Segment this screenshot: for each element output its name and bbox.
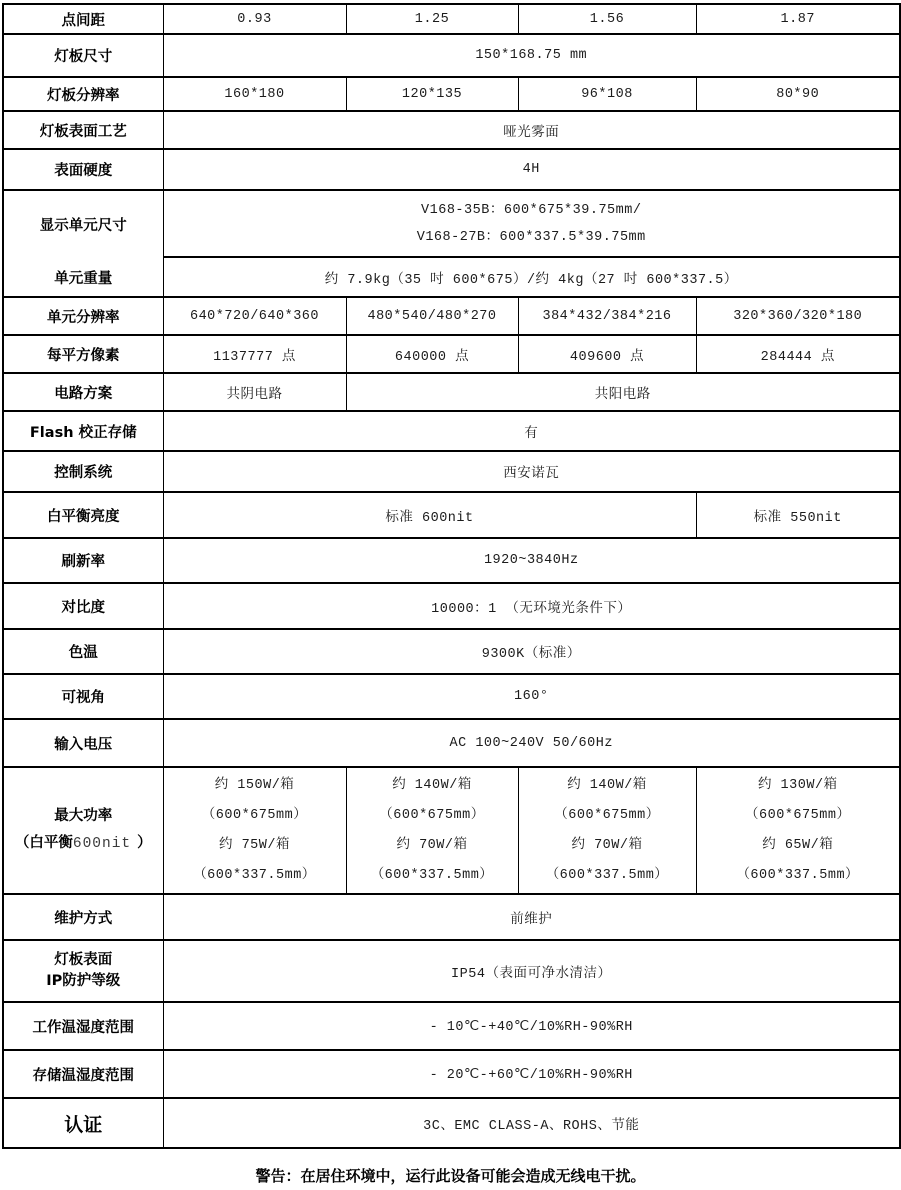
power-line: （600*675mm） bbox=[745, 807, 851, 823]
label-unit-size: 显示单元尺寸 bbox=[39, 218, 127, 234]
label-control-system: 控制系统 bbox=[3, 451, 163, 492]
label-flash-storage: Flash 校正存储 bbox=[3, 411, 163, 451]
row-contrast bbox=[3, 583, 900, 629]
value-panel-surface: 哑光雾面 bbox=[163, 111, 900, 149]
value-max-power-0 bbox=[163, 767, 346, 894]
power-line: （600*675mm） bbox=[201, 807, 308, 823]
row-max-power bbox=[3, 767, 900, 894]
label-unit-resolution: 单元分辨率 bbox=[3, 297, 163, 335]
spec-table bbox=[2, 3, 901, 1149]
value-pixels-per-sqm-1: 640000 点 bbox=[346, 335, 518, 373]
value-unit-size-line1: V168-35B：600*675*39.75mm/ bbox=[421, 202, 642, 218]
label-white-balance-brightness: 白平衡亮度 bbox=[3, 492, 163, 538]
power-line: 约 70W/箱 bbox=[571, 837, 643, 853]
row-refresh-rate bbox=[3, 538, 900, 583]
value-unit-size bbox=[163, 190, 900, 257]
row-surface-hardness bbox=[3, 149, 900, 190]
label-storage-temp-humidity: 存储温湿度范围 bbox=[3, 1050, 163, 1098]
power-line: 约 75W/箱 bbox=[218, 837, 290, 853]
row-panel-resolution bbox=[3, 77, 900, 111]
label-max-power-suffix: ） bbox=[137, 835, 152, 851]
value-max-power-2 bbox=[518, 767, 696, 894]
value-panel-resolution-2: 96*108 bbox=[518, 77, 696, 111]
value-unit-weight: 约 7.9kg（35 吋 600*675）/约 4kg（27 吋 600*337.5） bbox=[163, 257, 900, 297]
label-color-temperature: 色温 bbox=[3, 629, 163, 674]
row-unit-resolution bbox=[3, 297, 900, 335]
label-max-power-line2 bbox=[4, 830, 163, 858]
label-dot-pitch: 点间距 bbox=[3, 4, 163, 34]
value-unit-resolution-0: 640*720/640*360 bbox=[163, 297, 346, 335]
power-line: 约 150W/箱 bbox=[214, 777, 295, 793]
value-contrast: 10000：1 （无环境光条件下） bbox=[163, 583, 900, 629]
power-line: 约 70W/箱 bbox=[396, 837, 468, 853]
row-input-voltage bbox=[3, 719, 900, 767]
value-dot-pitch-0: 0.93 bbox=[163, 4, 346, 34]
value-certification: 3C、EMC CLASS-A、ROHS、节能 bbox=[163, 1098, 900, 1148]
row-dot-pitch bbox=[3, 4, 900, 34]
power-line: （600*675mm） bbox=[554, 807, 660, 823]
label-maintenance: 维护方式 bbox=[3, 894, 163, 940]
row-color-temperature bbox=[3, 629, 900, 674]
label-panel-surface: 灯板表面工艺 bbox=[3, 111, 163, 149]
label-unit-size-weight-stack bbox=[4, 191, 163, 296]
label-max-power bbox=[3, 767, 163, 894]
row-flash-storage bbox=[3, 411, 900, 451]
value-maintenance: 前维护 bbox=[163, 894, 900, 940]
value-max-power-1 bbox=[346, 767, 518, 894]
value-operating-temp-humidity: - 10℃-+40℃/10%RH-90%RH bbox=[163, 1002, 900, 1050]
row-storage-temp-humidity bbox=[3, 1050, 900, 1098]
row-circuit bbox=[3, 373, 900, 411]
row-panel-surface bbox=[3, 111, 900, 149]
value-dot-pitch-3: 1.87 bbox=[696, 4, 900, 34]
power-line: （600*675mm） bbox=[379, 807, 485, 823]
label-pixels-per-sqm: 每平方像素 bbox=[3, 335, 163, 373]
warning-text: 警告：在居住环境中，运行此设备可能会造成无线电干扰。 bbox=[255, 1167, 646, 1185]
row-unit-size bbox=[3, 190, 900, 257]
value-circuit-anode: 共阳电路 bbox=[346, 373, 900, 411]
value-unit-size-line2: V168-27B：600*337.5*39.75mm bbox=[416, 229, 646, 245]
value-unit-resolution-2: 384*432/384*216 bbox=[518, 297, 696, 335]
label-surface-hardness: 表面硬度 bbox=[3, 149, 163, 190]
value-unit-resolution-1: 480*540/480*270 bbox=[346, 297, 518, 335]
value-unit-resolution-3: 320*360/320*180 bbox=[696, 297, 900, 335]
label-ip-rating bbox=[3, 940, 163, 1002]
row-certification bbox=[3, 1098, 900, 1148]
label-circuit: 电路方案 bbox=[3, 373, 163, 411]
value-storage-temp-humidity: - 20℃-+60℃/10%RH-90%RH bbox=[163, 1050, 900, 1098]
label-unit-size-weight bbox=[3, 190, 163, 297]
value-ip-rating: IP54（表面可净水清洁） bbox=[163, 940, 900, 1002]
row-white-balance-brightness bbox=[3, 492, 900, 538]
value-flash-storage: 有 bbox=[163, 411, 900, 451]
value-input-voltage: AC 100~240V 50/60Hz bbox=[163, 719, 900, 767]
value-brightness-600: 标准 600nit bbox=[163, 492, 696, 538]
label-max-power-line1: 最大功率 bbox=[54, 808, 113, 824]
row-control-system bbox=[3, 451, 900, 492]
label-refresh-rate: 刷新率 bbox=[3, 538, 163, 583]
value-pixels-per-sqm-3: 284444 点 bbox=[696, 335, 900, 373]
value-panel-size: 150*168.75 mm bbox=[163, 34, 900, 77]
label-ip-rating-line2: IP防护等级 bbox=[46, 973, 121, 989]
label-max-power-prefix: （白平衡 bbox=[14, 835, 73, 851]
power-line: （600*337.5mm） bbox=[193, 867, 316, 883]
row-panel-size bbox=[3, 34, 900, 77]
value-panel-resolution-0: 160*180 bbox=[163, 77, 346, 111]
power-line: 约 140W/箱 bbox=[567, 777, 647, 793]
row-pixels-per-sqm bbox=[3, 335, 900, 373]
value-pixels-per-sqm-2: 409600 点 bbox=[518, 335, 696, 373]
value-panel-resolution-3: 80*90 bbox=[696, 77, 900, 111]
label-ip-rating-line1: 灯板表面 bbox=[54, 952, 113, 968]
value-viewing-angle: 160° bbox=[163, 674, 900, 719]
label-max-power-nit: 600nit bbox=[72, 836, 132, 852]
power-line: （600*337.5mm） bbox=[736, 867, 860, 883]
value-circuit-cathode: 共阴电路 bbox=[163, 373, 346, 411]
label-contrast: 对比度 bbox=[3, 583, 163, 629]
row-ip-rating bbox=[3, 940, 900, 1002]
label-unit-weight: 单元重量 bbox=[54, 270, 113, 287]
label-viewing-angle: 可视角 bbox=[3, 674, 163, 719]
label-panel-size: 灯板尺寸 bbox=[3, 34, 163, 77]
value-pixels-per-sqm-0: 1137777 点 bbox=[163, 335, 346, 373]
value-max-power-3 bbox=[696, 767, 900, 894]
power-line: （600*337.5mm） bbox=[370, 867, 494, 883]
value-color-temperature: 9300K（标准） bbox=[163, 629, 900, 674]
value-dot-pitch-1: 1.25 bbox=[346, 4, 518, 34]
label-operating-temp-humidity: 工作温湿度范围 bbox=[3, 1002, 163, 1050]
value-brightness-550: 标准 550nit bbox=[696, 492, 900, 538]
value-control-system: 西安诺瓦 bbox=[163, 451, 900, 492]
label-panel-resolution: 灯板分辨率 bbox=[3, 77, 163, 111]
value-panel-resolution-1: 120*135 bbox=[346, 77, 518, 111]
power-line: 约 140W/箱 bbox=[392, 777, 472, 793]
power-line: （600*337.5mm） bbox=[545, 867, 669, 883]
value-refresh-rate: 1920~3840Hz bbox=[163, 538, 900, 583]
row-operating-temp-humidity bbox=[3, 1002, 900, 1050]
row-maintenance bbox=[3, 894, 900, 940]
row-viewing-angle bbox=[3, 674, 900, 719]
value-surface-hardness: 4H bbox=[163, 149, 900, 190]
power-line: 约 65W/箱 bbox=[762, 837, 834, 853]
power-line: 约 130W/箱 bbox=[757, 777, 838, 793]
label-certification: 认证 bbox=[3, 1098, 163, 1148]
value-dot-pitch-2: 1.56 bbox=[518, 4, 696, 34]
label-input-voltage: 输入电压 bbox=[3, 719, 163, 767]
